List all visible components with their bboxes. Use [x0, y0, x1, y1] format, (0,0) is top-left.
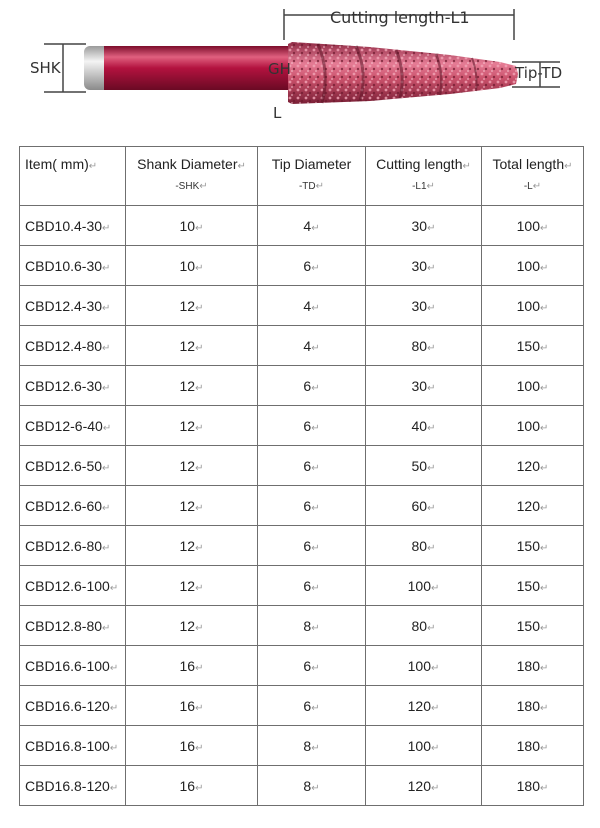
table-row: [20, 446, 584, 486]
cell-item: CBD12.6-100↵: [20, 566, 126, 606]
cell-shank-diameter: 16↵: [126, 726, 258, 766]
cell-item: CBD16.6-100↵: [20, 646, 126, 686]
cell-cutting-length: 100↵: [366, 646, 482, 686]
cell-shank-diameter: 12↵: [126, 406, 258, 446]
header-cutting-length: Cutting length↵ -L1↵: [366, 147, 482, 206]
cell-total-length: 120↵: [482, 486, 584, 526]
cell-total-length: 100↵: [482, 206, 584, 246]
table-row: [20, 486, 584, 526]
total-length-label: L: [273, 104, 282, 122]
cell-cutting-length: 30↵: [366, 366, 482, 406]
cell-shank-diameter: 16↵: [126, 686, 258, 726]
cell-shank-diameter: 12↵: [126, 566, 258, 606]
table-row: [20, 286, 584, 326]
cell-item: CBD12.4-30↵: [20, 286, 126, 326]
cell-cutting-length: 30↵: [366, 246, 482, 286]
cell-total-length: 150↵: [482, 326, 584, 366]
shank-body: [104, 46, 290, 90]
table-row: [20, 726, 584, 766]
cell-tip-diameter: 4↵: [258, 326, 366, 366]
cell-cutting-length: 100↵: [366, 566, 482, 606]
cell-item: CBD12.4-80↵: [20, 326, 126, 366]
cell-total-length: 150↵: [482, 606, 584, 646]
cell-item: CBD16.6-120↵: [20, 686, 126, 726]
cell-item: CBD16.8-120↵: [20, 766, 126, 806]
cell-item: CBD16.8-100↵: [20, 726, 126, 766]
cell-cutting-length: 30↵: [366, 286, 482, 326]
cell-total-length: 100↵: [482, 406, 584, 446]
router-bit-illustration: [0, 0, 600, 130]
cell-tip-diameter: 6↵: [258, 486, 366, 526]
table-row: [20, 406, 584, 446]
cell-tip-diameter: 6↵: [258, 526, 366, 566]
cell-shank-diameter: 12↵: [126, 526, 258, 566]
cell-total-length: 100↵: [482, 286, 584, 326]
table-row: [20, 366, 584, 406]
cell-cutting-length: 60↵: [366, 486, 482, 526]
cell-item: CBD12-6-40↵: [20, 406, 126, 446]
cell-cutting-length: 120↵: [366, 686, 482, 726]
header-tip-diameter: Tip Diameter -TD↵: [258, 147, 366, 206]
cell-tip-diameter: 8↵: [258, 606, 366, 646]
cell-shank-diameter: 12↵: [126, 366, 258, 406]
cutting-length-label: Cutting length-L1: [330, 8, 470, 27]
cell-tip-diameter: 4↵: [258, 206, 366, 246]
cell-cutting-length: 120↵: [366, 766, 482, 806]
cell-total-length: 150↵: [482, 526, 584, 566]
cell-cutting-length: 40↵: [366, 406, 482, 446]
table-row: [20, 326, 584, 366]
product-diagram: [0, 0, 600, 130]
table-row: [20, 566, 584, 606]
cell-shank-diameter: 16↵: [126, 766, 258, 806]
cell-total-length: 180↵: [482, 646, 584, 686]
cell-shank-diameter: 10↵: [126, 246, 258, 286]
cell-tip-diameter: 6↵: [258, 366, 366, 406]
spec-table: [19, 146, 584, 806]
cell-item: CBD12.6-80↵: [20, 526, 126, 566]
gh-label: GH: [268, 60, 291, 78]
cell-tip-diameter: 6↵: [258, 246, 366, 286]
cell-shank-diameter: 12↵: [126, 486, 258, 526]
table-header-row: [20, 147, 584, 206]
cell-shank-diameter: 12↵: [126, 606, 258, 646]
cell-total-length: 100↵: [482, 246, 584, 286]
cell-shank-diameter: 12↵: [126, 326, 258, 366]
cell-cutting-length: 80↵: [366, 526, 482, 566]
table-row: [20, 606, 584, 646]
cell-cutting-length: 80↵: [366, 606, 482, 646]
table-row: [20, 646, 584, 686]
cell-tip-diameter: 6↵: [258, 446, 366, 486]
cell-total-length: 150↵: [482, 566, 584, 606]
cell-tip-diameter: 6↵: [258, 566, 366, 606]
header-total-length: Total length↵ -L↵: [482, 147, 584, 206]
cell-total-length: 100↵: [482, 366, 584, 406]
tip-label: Tip-TD: [515, 64, 563, 82]
cell-tip-diameter: 4↵: [258, 286, 366, 326]
cell-cutting-length: 80↵: [366, 326, 482, 366]
table-row: [20, 766, 584, 806]
cell-tip-diameter: 8↵: [258, 726, 366, 766]
table-row: [20, 686, 584, 726]
cell-shank-diameter: 12↵: [126, 286, 258, 326]
cell-total-length: 180↵: [482, 726, 584, 766]
cell-item: CBD12.6-30↵: [20, 366, 126, 406]
cell-tip-diameter: 6↵: [258, 406, 366, 446]
cell-shank-diameter: 12↵: [126, 446, 258, 486]
cell-item: CBD10.6-30↵: [20, 246, 126, 286]
cell-cutting-length: 30↵: [366, 206, 482, 246]
cell-tip-diameter: 6↵: [258, 646, 366, 686]
cell-tip-diameter: 8↵: [258, 766, 366, 806]
cell-cutting-length: 50↵: [366, 446, 482, 486]
cell-shank-diameter: 10↵: [126, 206, 258, 246]
cell-tip-diameter: 6↵: [258, 686, 366, 726]
cell-cutting-length: 100↵: [366, 726, 482, 766]
shank-label: SHK: [30, 59, 61, 77]
cell-item: CBD12.6-50↵: [20, 446, 126, 486]
header-item: Item( mm)↵: [20, 147, 126, 206]
cell-total-length: 120↵: [482, 446, 584, 486]
cell-total-length: 180↵: [482, 686, 584, 726]
table-row: [20, 246, 584, 286]
table-row: [20, 526, 584, 566]
cell-item: CBD12.6-60↵: [20, 486, 126, 526]
table-row: [20, 206, 584, 246]
cell-total-length: 180↵: [482, 766, 584, 806]
header-shank-diameter: Shank Diameter↵ -SHK↵: [126, 147, 258, 206]
cell-shank-diameter: 16↵: [126, 646, 258, 686]
cell-item: CBD12.8-80↵: [20, 606, 126, 646]
cell-item: CBD10.4-30↵: [20, 206, 126, 246]
